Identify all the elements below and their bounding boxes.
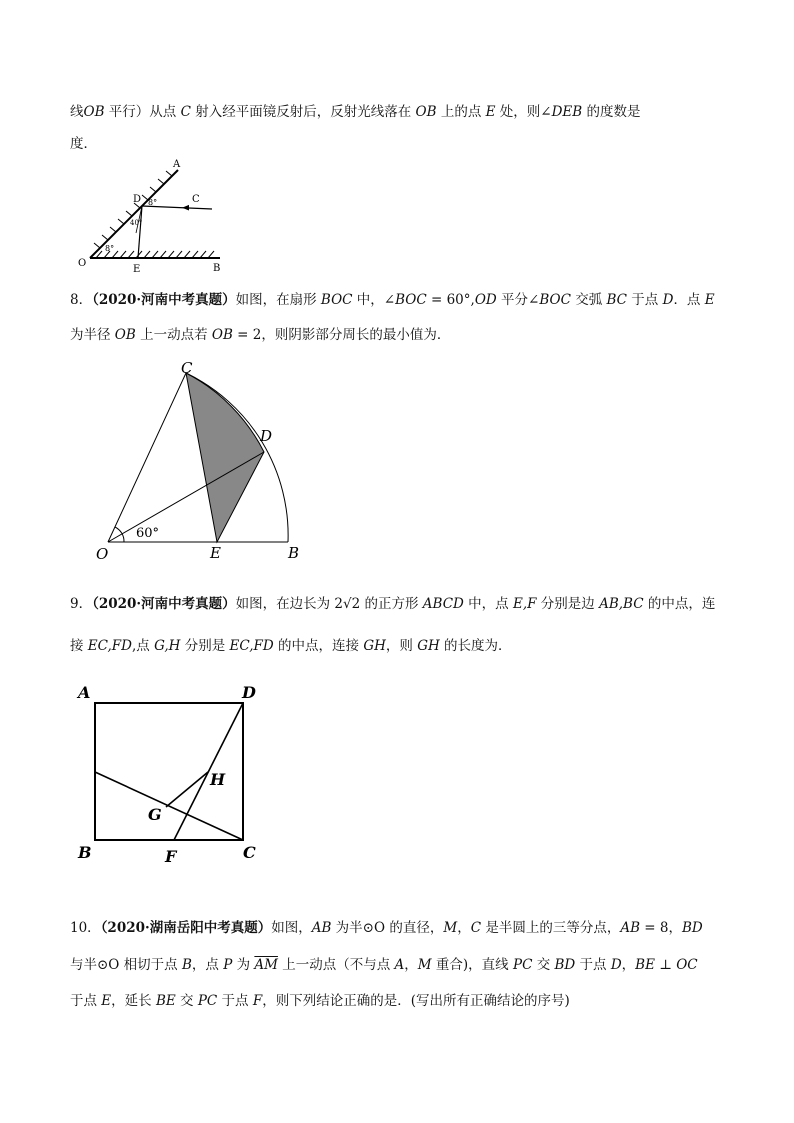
- angle-label: 60°: [136, 526, 160, 541]
- q10-math: AB: [311, 920, 332, 936]
- q9-line1: [70, 595, 715, 613]
- question-source: （2020·湖南岳阳中考真题）: [100, 920, 272, 936]
- label-E: E: [133, 264, 141, 275]
- label-H: H: [210, 770, 226, 789]
- q7-text: 处，则∠: [495, 104, 552, 120]
- q8-text: 如图，在扇形: [235, 292, 321, 308]
- label-D: D: [133, 194, 142, 205]
- q10-text: 重合)，直线: [431, 957, 513, 973]
- q9-math: GH: [417, 638, 440, 654]
- q8-line2: [70, 326, 450, 344]
- q9-text: 中，点: [463, 596, 513, 612]
- label-F: F: [165, 847, 177, 866]
- segment-fd: [174, 703, 243, 840]
- q8-text: = 60°,: [426, 292, 475, 308]
- q10-text: 于点: [70, 993, 102, 1009]
- label-A: A: [78, 683, 91, 702]
- q8-text: 上一动点若: [135, 327, 212, 343]
- q10-text: ，点: [191, 957, 224, 973]
- q10-text: 上一动点（不与点: [277, 957, 395, 973]
- q7-figure: [70, 155, 240, 280]
- label-C: C: [192, 194, 200, 205]
- q7-math: OB: [415, 104, 437, 120]
- q10-text: 是半圆上的三等分点，: [481, 920, 621, 936]
- q8-text: 中，∠: [352, 292, 396, 308]
- q8-math: E: [704, 292, 715, 308]
- angle-top: 8°: [148, 198, 158, 207]
- ray-arrow: [182, 205, 189, 211]
- q10-math: C: [470, 920, 482, 936]
- q10-line3: [70, 992, 570, 1010]
- q10-math: B: [181, 957, 192, 973]
- label-B: B: [213, 263, 221, 274]
- q9-text: 分别是: [180, 638, 230, 654]
- q8-line1: [70, 291, 715, 309]
- q10-text: = 8，: [640, 920, 682, 936]
- mirror-oa-hatch: [94, 171, 172, 248]
- q7-math: DEB: [551, 104, 583, 120]
- q10-text: ，: [404, 957, 418, 973]
- q10-text: 如图，: [271, 920, 312, 936]
- q10-math: P: [223, 957, 233, 973]
- q10-math: PC: [512, 957, 533, 973]
- q9-text: ，则: [385, 638, 418, 654]
- label-A: A: [173, 159, 181, 170]
- q10-text: 与半⊙O 相切于点: [70, 957, 182, 973]
- q10-text: 为: [232, 957, 255, 973]
- q7-math: E: [485, 104, 496, 120]
- q8-math: BOC: [539, 292, 571, 308]
- q7-line1: [70, 103, 641, 121]
- q10-math: AB: [620, 920, 640, 936]
- question-number: 10．: [70, 920, 101, 936]
- q7-math: C: [180, 104, 191, 120]
- q9-math: EC,FD: [229, 638, 274, 654]
- arc-am: $\overline{AM}$: [254, 957, 278, 973]
- q8-math: OB: [114, 327, 136, 343]
- angle-bottom: 8°: [105, 244, 115, 253]
- angle-mid: 40°: [130, 219, 143, 227]
- label-G: G: [148, 805, 162, 824]
- q8-text: = 2，则阴影部分周长的最小值为: [232, 327, 437, 343]
- question-source: （2020·河南中考真题）: [92, 596, 236, 612]
- label-C: C: [243, 843, 256, 862]
- question-number: 8．: [70, 292, 93, 308]
- mirror-oa: [90, 170, 178, 258]
- q9-text: 如图，在边长为: [235, 596, 335, 612]
- q9-text: 的长度为: [439, 638, 499, 654]
- question-number: 9．: [70, 596, 93, 612]
- q8-math: BOC: [395, 292, 427, 308]
- q10-text: 交: [532, 957, 555, 973]
- q10-math: BD: [554, 957, 576, 973]
- q10-math: BE ⊥ OC: [635, 957, 698, 973]
- q8-math: BOC: [320, 292, 353, 308]
- question-source: （2020·河南中考真题）: [92, 292, 236, 308]
- q8-text: 于点: [627, 292, 663, 308]
- q9-math: GH: [363, 638, 386, 654]
- q7-math: OB: [83, 104, 105, 120]
- q8-math: BC: [606, 292, 628, 308]
- q10-text: 于点: [575, 957, 611, 973]
- q10-line2: [70, 956, 698, 974]
- q10-math: BE: [155, 993, 176, 1009]
- q10-math: BD: [681, 920, 703, 936]
- q10-text: 为半⊙O 的直径，: [331, 920, 444, 936]
- q7-line2: [70, 135, 97, 153]
- q10-math: A: [394, 957, 405, 973]
- q7-text: 射入经平面镜反射后，反射光线落在: [190, 104, 416, 120]
- label-B: B: [78, 843, 92, 862]
- q8-text: 平分∠: [496, 292, 540, 308]
- q10-math: E: [101, 993, 112, 1009]
- q8-math: OB: [211, 327, 233, 343]
- q9-line2: [70, 637, 512, 655]
- q9-math: ABCD: [422, 596, 464, 612]
- q7-text: 平行）从点: [104, 104, 181, 120]
- q7-text: 度．: [70, 136, 97, 152]
- q8-math: D: [662, 292, 674, 308]
- q9-math: E,F: [512, 596, 537, 612]
- q9-text: 的中点，连接: [273, 638, 364, 654]
- q10-line1: [70, 919, 703, 937]
- q9-text: 分别是边: [536, 596, 600, 612]
- label-D: D: [260, 427, 273, 445]
- q9-math: AB,BC: [599, 596, 644, 612]
- label-B: B: [288, 544, 300, 562]
- q10-math: F: [252, 993, 263, 1009]
- label-O: O: [96, 545, 109, 563]
- q9-text: ．: [498, 638, 512, 654]
- label-C: C: [181, 359, 193, 377]
- q10-text: 于点: [217, 993, 253, 1009]
- segment-gh: [166, 772, 208, 807]
- q10-text: ，: [621, 957, 636, 973]
- q10-text: ．(写出所有正确结论的序号): [397, 993, 570, 1009]
- q10-text: ，延长: [111, 993, 156, 1009]
- q9-text: 接: [70, 638, 88, 654]
- q9-text: ,点: [131, 638, 155, 654]
- q9-text: 的中点，连: [643, 596, 716, 612]
- q8-text: ．: [436, 327, 451, 343]
- q9-math: EC,FD: [87, 638, 132, 654]
- q10-text: ，则下列结论正确的是: [262, 993, 398, 1009]
- angle-arc: [115, 527, 124, 542]
- q9-figure: [70, 680, 270, 870]
- q7-text: 线: [70, 104, 84, 120]
- q8-text: 交弧: [570, 292, 607, 308]
- label-O: O: [78, 258, 87, 269]
- q9-math: G,H: [154, 638, 181, 654]
- q8-text: 为半径: [70, 327, 115, 343]
- q9-math: 2√2: [334, 596, 361, 612]
- q7-text: 的度数是: [582, 104, 641, 120]
- q10-text: ，: [457, 920, 471, 936]
- q9-text: 的正方形: [360, 596, 423, 612]
- segment-oc: [108, 373, 186, 542]
- q7-text: 上的点: [436, 104, 486, 120]
- label-E: E: [210, 544, 221, 562]
- q8-math: OD: [474, 292, 497, 308]
- q10-math: M: [443, 920, 458, 936]
- q10-math: PC: [197, 993, 218, 1009]
- label-D: D: [242, 683, 256, 702]
- q8-figure: [90, 360, 320, 565]
- q8-text: ．点: [673, 292, 705, 308]
- q10-math: M: [417, 957, 432, 973]
- q10-math: D: [610, 957, 622, 973]
- q10-text: 交: [175, 993, 198, 1009]
